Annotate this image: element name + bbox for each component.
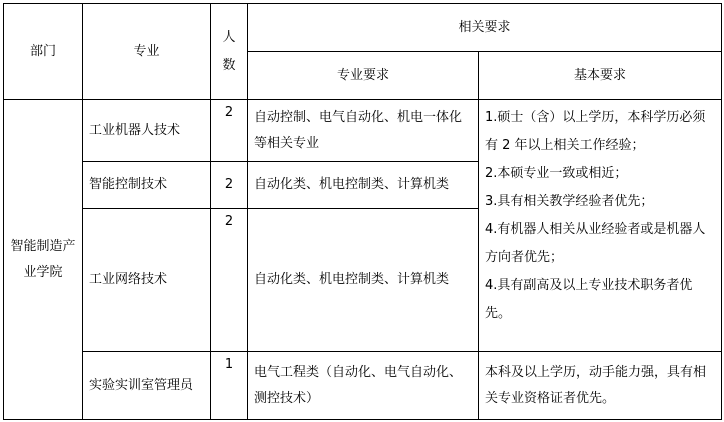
header-count-line2: 数 bbox=[222, 57, 236, 73]
row-count: 2 bbox=[211, 100, 248, 162]
header-requirements: 相关要求 bbox=[248, 4, 722, 52]
basic-requirement-item: 1.硕士（含）以上学历，本科学历必须有 2 年以上相关工作经验； bbox=[485, 110, 706, 153]
department-cell: 智能制造产业学院 bbox=[4, 100, 83, 420]
row-count: 1 bbox=[211, 352, 248, 420]
row-major-requirement: 自动化类、机电控制类、计算机类 bbox=[248, 209, 479, 352]
basic-requirement-item: 4.有机器人相关从业经验者或是机器人方向者优先； bbox=[485, 222, 706, 265]
header-count-line1: 人 bbox=[222, 29, 236, 45]
header-major: 专业 bbox=[83, 4, 211, 100]
row-major: 智能控制技术 bbox=[83, 162, 211, 209]
basic-requirement-item: 3.具有相关教学经验者优先； bbox=[485, 194, 654, 209]
header-major-requirements: 专业要求 bbox=[248, 52, 479, 100]
row-major-requirement: 电气工程类（自动化、电气自动化、测控技术） bbox=[248, 352, 479, 420]
row-major: 工业机器人技术 bbox=[83, 100, 211, 162]
basic-requirement-item: 4.具有副高及以上专业技术职务者优先。 bbox=[485, 278, 693, 321]
row-major-requirement: 自动化类、机电控制类、计算机类 bbox=[248, 162, 479, 209]
basic-requirements-cell bbox=[479, 100, 722, 352]
header-department: 部门 bbox=[4, 4, 83, 100]
row-major-requirement: 自动控制、电气自动化、机电一体化等相关专业 bbox=[248, 100, 479, 162]
row-major: 实验实训室管理员 bbox=[83, 352, 211, 420]
basic-requirement-item: 2.本硕专业一致或相近； bbox=[485, 166, 628, 181]
row-major: 工业网络技术 bbox=[83, 209, 211, 352]
row-basic-requirement: 本科及以上学历，动手能力强，具有相关专业资格证者优先。 bbox=[479, 352, 722, 420]
header-count bbox=[211, 4, 248, 100]
row-count: 2 bbox=[211, 162, 248, 209]
header-basic-requirements: 基本要求 bbox=[479, 52, 722, 100]
recruitment-table bbox=[3, 3, 722, 420]
row-count: 2 bbox=[211, 209, 248, 352]
